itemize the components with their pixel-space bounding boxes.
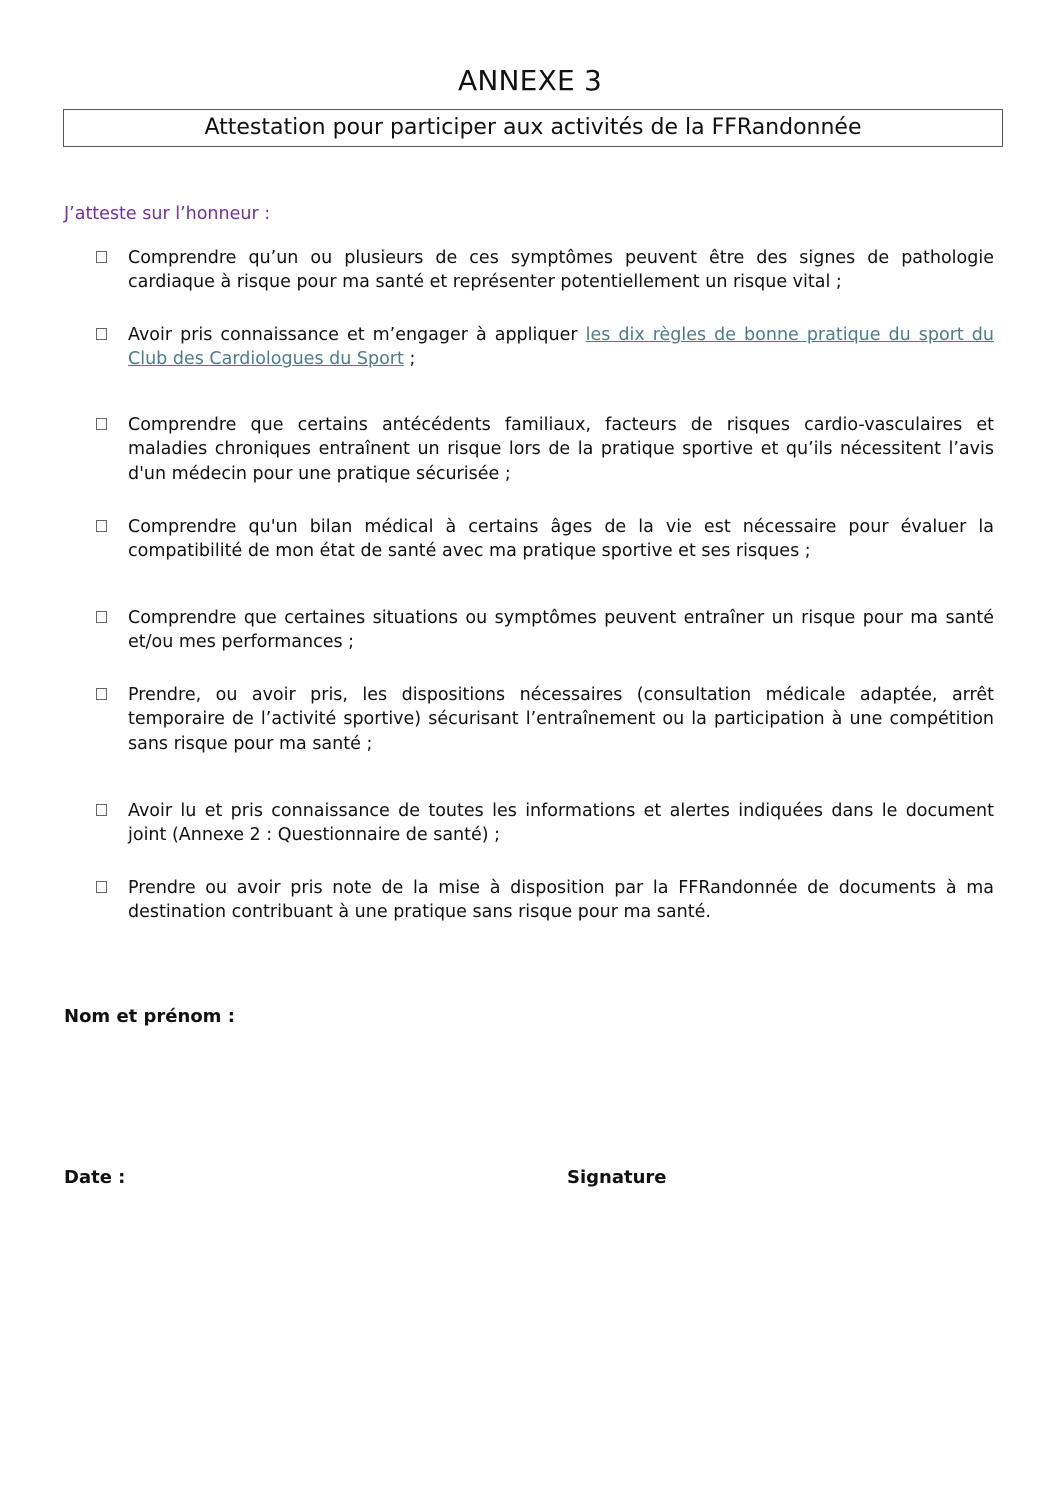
checkbox-icon[interactable] xyxy=(96,804,107,816)
checkbox-icon[interactable] xyxy=(96,418,107,430)
item-text: Comprendre que certaines situations ou symptômes peuvent entraîner un risque pour ma santé et/ou mes performances ; xyxy=(128,608,994,653)
checkbox-icon[interactable] xyxy=(96,688,107,700)
checklist-item-7 xyxy=(96,799,994,848)
item-text: Prendre ou avoir pris note de la mise à disposition par la FFRandonnée de documents à ma destination contribuant à une pratique sans risque pour ma santé. xyxy=(128,878,994,923)
item-text: Comprendre qu'un bilan médical à certains âges de la vie est nécessaire pour évaluer la compatibilité de mon état de santé avec ma pratique sportive et ses risques ; xyxy=(128,517,994,562)
item-text-after: ; xyxy=(403,349,416,370)
cardiology-rules-link[interactable]: les dix règles de bonne pratique du sport du Club des Cardiologues du Sport xyxy=(128,325,994,370)
name-label: Nom et prénom : xyxy=(64,1006,235,1027)
checkbox-icon[interactable] xyxy=(96,611,107,623)
checklist-item-3 xyxy=(96,413,994,486)
checkbox-icon[interactable] xyxy=(96,881,107,893)
date-label: Date : xyxy=(64,1167,126,1188)
item-text: Comprendre qu’un ou plusieurs de ces symptômes peuvent être des signes de pathologie cardiaque à risque pour ma santé et représenter potentiellement un risque vital ; xyxy=(128,248,994,293)
checklist-item-8 xyxy=(96,876,994,925)
checkbox-icon[interactable] xyxy=(96,251,107,263)
item-text xyxy=(128,323,994,372)
item-text: Avoir lu et pris connaissance de toutes les informations et alertes indiquées dans le document joint (Annexe 2 : Questionnaire de santé) ; xyxy=(128,801,994,846)
checkbox-icon[interactable] xyxy=(96,520,107,532)
checklist-item-6 xyxy=(96,683,994,756)
annex-title: ANNEXE 3 xyxy=(458,64,602,97)
checklist-item-1 xyxy=(96,246,994,295)
checkbox-icon[interactable] xyxy=(96,328,107,340)
item-text: Comprendre que certains antécédents familiaux, facteurs de risques cardio-vasculaires et maladies chroniques entraînent un risque lors de la pratique sportive et qu’ils nécessitent l’avis d'un médecin pour une pratique sécurisée ; xyxy=(128,415,994,484)
document-title: Attestation pour participer aux activités de la FFRandonnée xyxy=(63,109,1003,147)
item-text-before: Avoir pris connaissance et m’engager à appliquer xyxy=(128,325,586,345)
checklist-item-5 xyxy=(96,606,994,655)
checklist-item-2 xyxy=(96,323,994,372)
attestation-intro: J’atteste sur l’honneur : xyxy=(64,204,271,224)
checklist-item-4 xyxy=(96,515,994,564)
signature-label: Signature xyxy=(567,1167,667,1188)
item-text: Prendre, ou avoir pris, les dispositions nécessaires (consultation médicale adaptée, arrêt temporaire de l’activité sportive) sécurisant l’entraînement ou la participation à une compétition sans risque pour ma santé ; xyxy=(128,685,994,754)
